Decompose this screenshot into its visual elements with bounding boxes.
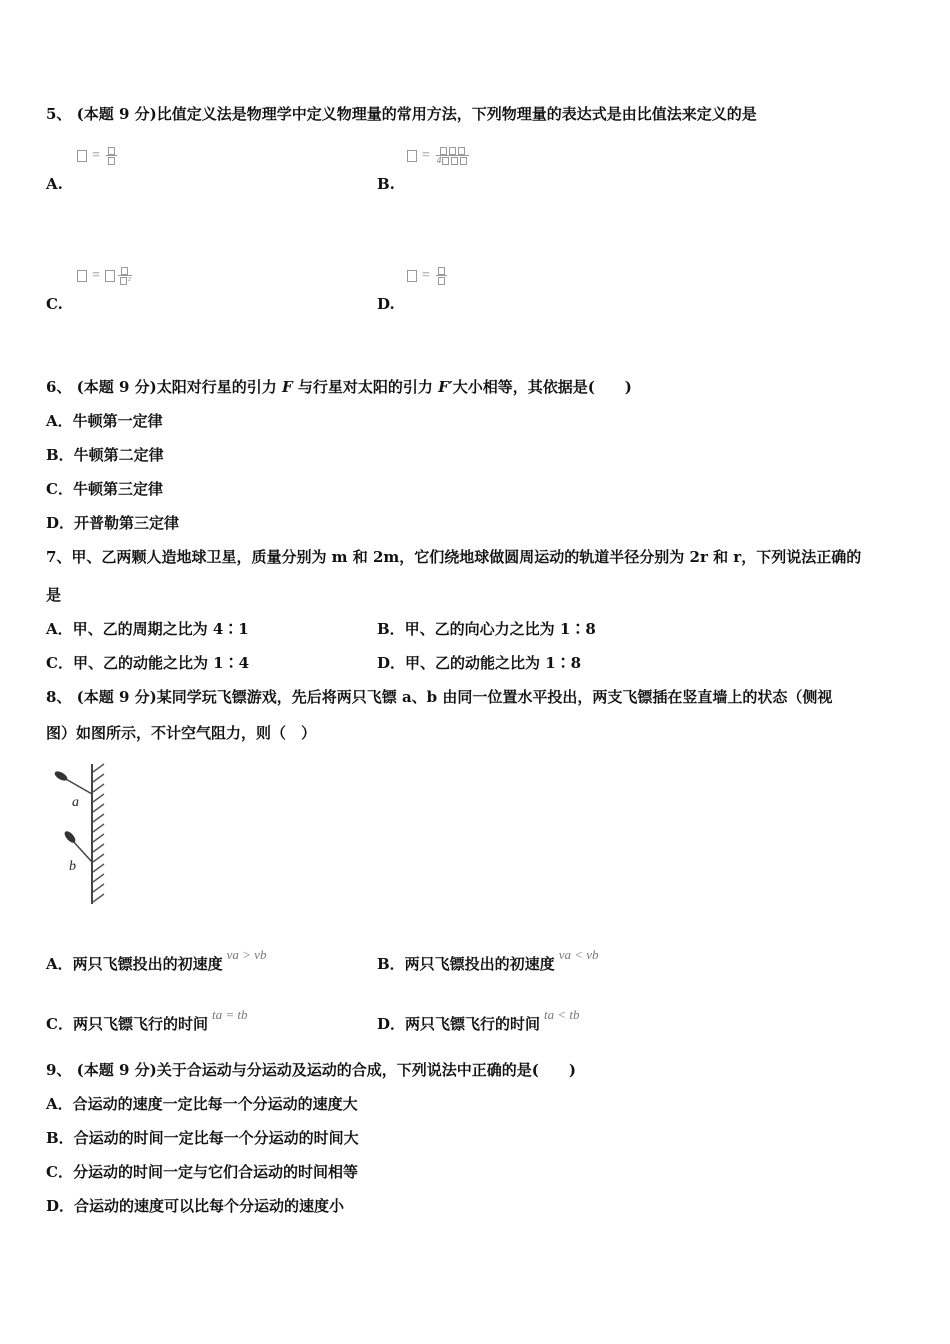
dart-label-a: a bbox=[72, 795, 79, 810]
q5-c-formula: = ² bbox=[76, 266, 132, 285]
q8-option-b-text: B．两只飞镖投出的初速度 bbox=[377, 955, 555, 973]
dart-b bbox=[63, 829, 92, 862]
q5-b-formula: = 4 bbox=[406, 146, 469, 165]
q5-option-c[interactable]: C. bbox=[46, 295, 63, 313]
q6-option-d[interactable]: D．开普勒第三定律 bbox=[46, 514, 180, 532]
q6-option-c[interactable]: C．牛顿第三定律 bbox=[46, 480, 163, 498]
q9-option-a[interactable]: A．合运动的速度一定比每一个分运动的速度大 bbox=[46, 1095, 358, 1113]
q9-option-c[interactable]: C．分运动的时间一定与它们合运动的时间相等 bbox=[46, 1163, 358, 1181]
q8-option-c-text: C．两只飞镖飞行的时间 bbox=[46, 1015, 208, 1033]
dart-wall-diagram bbox=[44, 758, 114, 908]
q9-option-b[interactable]: B．合运动的时间一定比每一个分运动的时间大 bbox=[46, 1129, 359, 1147]
q5-option-b[interactable]: B. bbox=[377, 175, 395, 193]
q9-stem: 9、 (本题 9 分)关于合运动与分运动及运动的合成，下列说法中正确的是( ) bbox=[46, 1061, 576, 1079]
q8-option-b[interactable] bbox=[377, 947, 599, 974]
q5-b-den: 4 bbox=[436, 155, 442, 165]
q8-option-c-math: ta = tb bbox=[211, 1007, 248, 1022]
q6-force-f-prime: F′ bbox=[438, 378, 453, 396]
q7-option-d[interactable]: D．甲、乙的动能之比为 1∶8 bbox=[377, 654, 582, 672]
wall-hatching bbox=[93, 764, 104, 902]
q6-stem bbox=[46, 376, 632, 397]
q6-stem-1: 6、 (本题 9 分)太阳对行星的引力 bbox=[46, 378, 282, 396]
q7-stem-line2: 是 bbox=[46, 586, 62, 604]
q7-option-b[interactable]: B．甲、乙的向心力之比为 1∶8 bbox=[377, 620, 596, 638]
dart-a bbox=[53, 769, 92, 794]
q6-stem-3: 大小相等，其依据是( ) bbox=[452, 378, 632, 396]
q6-option-b[interactable]: B．牛顿第二定律 bbox=[46, 446, 164, 464]
q8-option-a-math: va > vb bbox=[226, 947, 267, 962]
q5-stem: 5、 (本题 9 分)比值定义法是物理学中定义物理量的常用方法，下列物理量的表达式是由比值法来定义的是 bbox=[46, 105, 757, 123]
q7-option-a[interactable]: A．甲、乙的周期之比为 4∶1 bbox=[46, 620, 249, 638]
dart-wall-figure bbox=[44, 758, 114, 908]
q5-d-formula: = bbox=[406, 266, 447, 285]
q8-option-b-math: va < vb bbox=[558, 947, 599, 962]
q5-option-d[interactable]: D. bbox=[377, 295, 395, 313]
q7-option-c[interactable]: C．甲、乙的动能之比为 1∶4 bbox=[46, 654, 250, 672]
q8-option-d-math: ta < tb bbox=[544, 1007, 580, 1022]
q6-option-a[interactable]: A．牛顿第一定律 bbox=[46, 412, 163, 430]
q8-option-a[interactable] bbox=[46, 947, 267, 974]
q8-option-a-text: A．两只飞镖投出的初速度 bbox=[46, 955, 223, 973]
q8-stem-line2: 图）如图所示，不计空气阻力，则（ ） bbox=[46, 724, 317, 742]
q8-stem-line1: 8、 (本题 9 分)某同学玩飞镖游戏，先后将两只飞镖 a、b 由同一位置水平投出，两支飞镖插在竖直墙上的状态（侧视 bbox=[46, 688, 833, 706]
q9-option-d[interactable]: D．合运动的速度可以比每个分运动的速度小 bbox=[46, 1197, 345, 1215]
dart-label-b: b bbox=[69, 859, 76, 874]
q5-a-formula: = bbox=[76, 146, 117, 165]
q5-option-a[interactable]: A. bbox=[46, 175, 63, 193]
q6-force-f: F bbox=[281, 378, 293, 396]
q6-stem-2: 与行星对太阳的引力 bbox=[292, 378, 439, 396]
q8-option-d-text: D．两只飞镖飞行的时间 bbox=[377, 1015, 541, 1033]
q7-stem-line1: 7、甲、乙两颗人造地球卫星，质量分别为 m 和 2m，它们绕地球做圆周运动的轨道半径分别为 2r 和 r，下列说法正确的 bbox=[46, 548, 862, 566]
q8-option-d[interactable] bbox=[377, 1007, 580, 1034]
q8-option-c[interactable] bbox=[46, 1007, 248, 1034]
